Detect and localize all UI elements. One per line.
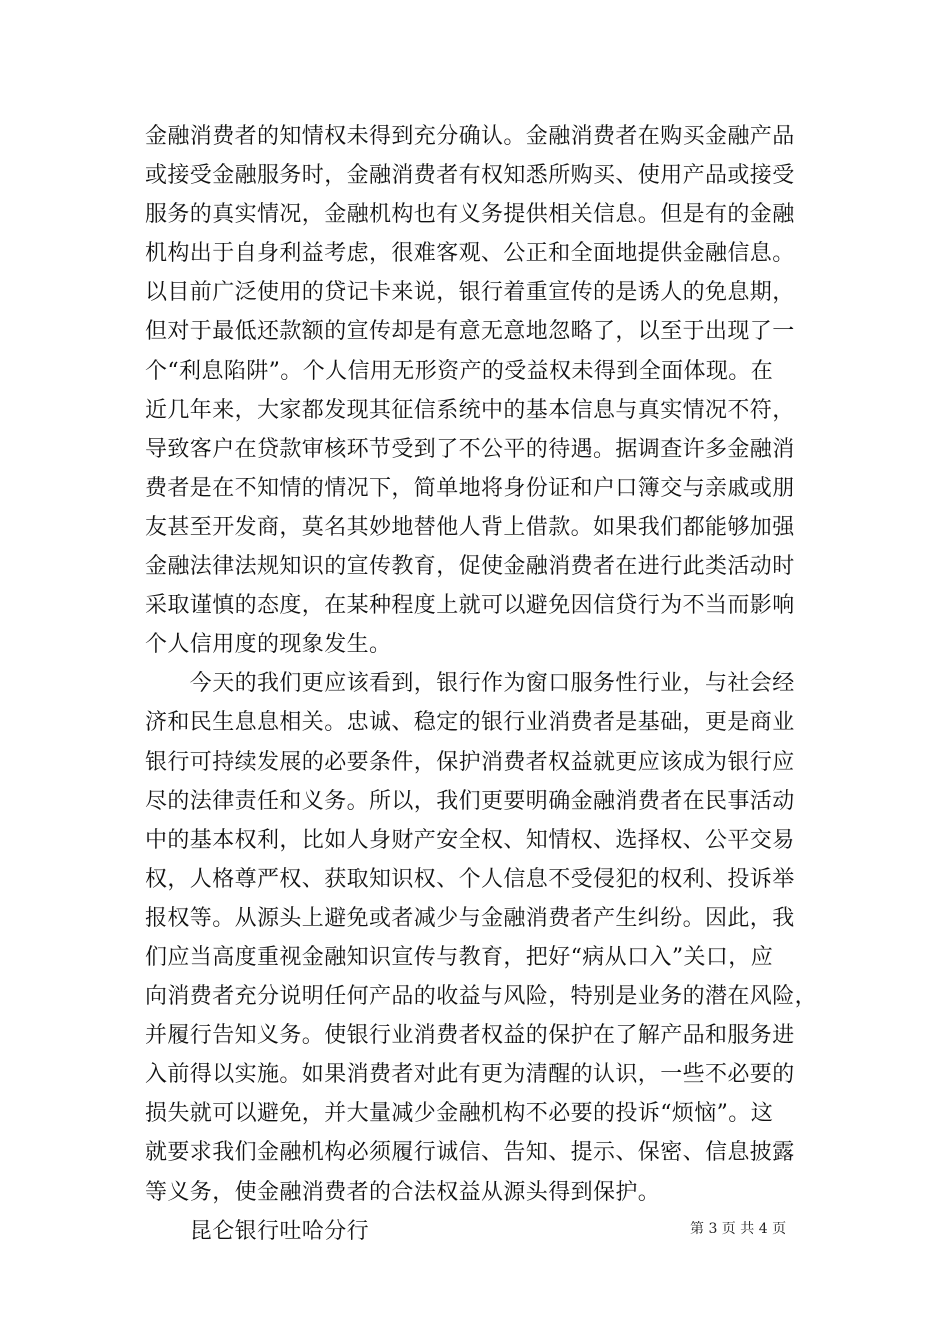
text-line: 就要求我们金融机构必须履行诚信、告知、提示、保密、信息披露 xyxy=(145,1140,795,1166)
text-line: 服务的真实情况，金融机构也有义务提供相关信息。但是有的金融 xyxy=(145,202,795,228)
text-line: 中的基本权利，比如人身财产安全权、知情权、选择权、公平交易 xyxy=(145,827,795,853)
text-line: 但对于最低还款额的宣传却是有意无意地忽略了，以至于出现了一 xyxy=(145,319,795,345)
text-line: 个“利息陷阱”。个人信用无形资产的受益权未得到全面体现。在 xyxy=(145,358,774,384)
document-body xyxy=(145,117,825,1251)
text-line: 友甚至开发商，莫名其妙地替他人背上借款。如果我们都能够加强 xyxy=(145,514,795,540)
text-line: 以目前广泛使用的贷记卡来说，银行着重宣传的是诱人的免息期， xyxy=(145,280,795,306)
text-line: 采取谨慎的态度，在某种程度上就可以避免因信贷行为不当而影响 xyxy=(145,593,795,619)
text-line: 银行可持续发展的必要条件，保护消费者权益就更应该成为银行应 xyxy=(145,749,795,775)
text-line: 个人信用度的现象发生。 xyxy=(145,632,392,658)
text-line: 金融消费者的知情权未得到充分确认。金融消费者在购买金融产品 xyxy=(145,124,795,149)
text-line: 费者是在不知情的情况下，简单地将身份证和户口簿交与亲戚或朋 xyxy=(145,475,795,501)
text-line: 并履行告知义务。使银行业消费者权益的保护在了解产品和服务进 xyxy=(145,1023,795,1049)
text-line: 近几年来，大家都发现其征信系统中的基本信息与真实情况不符， xyxy=(145,397,795,423)
text-line: 报权等。从源头上避免或者减少与金融消费者产生纠纷。因此，我 xyxy=(145,905,795,931)
text-line: 机构出于自身利益考虑，很难客观、公正和全面地提供金融信息。 xyxy=(145,241,795,267)
text-line: 导致客户在贷款审核环节受到了不公平的待遇。据调查许多金融消 xyxy=(145,436,795,462)
text-line: 损失就可以避免，并大量减少金融机构不必要的投诉“烦恼”。这 xyxy=(145,1101,774,1127)
text-line: 或接受金融服务时，金融消费者有权知悉所购买、使用产品或接受 xyxy=(145,163,795,189)
text-line: 权，人格尊严权、获取知识权、个人信息不受侵犯的权利、投诉举 xyxy=(145,866,795,892)
text-line: 向消费者充分说明任何产品的收益与风险，特别是业务的潜在风险， xyxy=(145,984,818,1010)
text-line: 今天的我们更应该看到，银行作为窗口服务性行业，与社会经 xyxy=(145,671,795,697)
text-line: 们应当高度重视金融知识宣传与教育，把好“病从口入”关口，应 xyxy=(145,944,774,970)
text-line: 尽的法律责任和义务。所以，我们更要明确金融消费者在民事活动 xyxy=(145,788,795,814)
page-number-footer: 第 3 页 共 4 页 xyxy=(690,1221,787,1237)
text-line: 入前得以实施。如果消费者对此有更为清醒的认识，一些不必要的 xyxy=(145,1062,795,1088)
text-line: 等义务，使金融消费者的合法权益从源头得到保护。 xyxy=(145,1179,661,1205)
text-line: 济和民生息息相关。忠诚、稳定的银行业消费者是基础，更是商业 xyxy=(145,710,795,736)
text-line: 金融法律法规知识的宣传教育，促使金融消费者在进行此类活动时 xyxy=(145,554,795,580)
signature-line: 昆仑银行吐哈分行 xyxy=(145,1218,370,1244)
